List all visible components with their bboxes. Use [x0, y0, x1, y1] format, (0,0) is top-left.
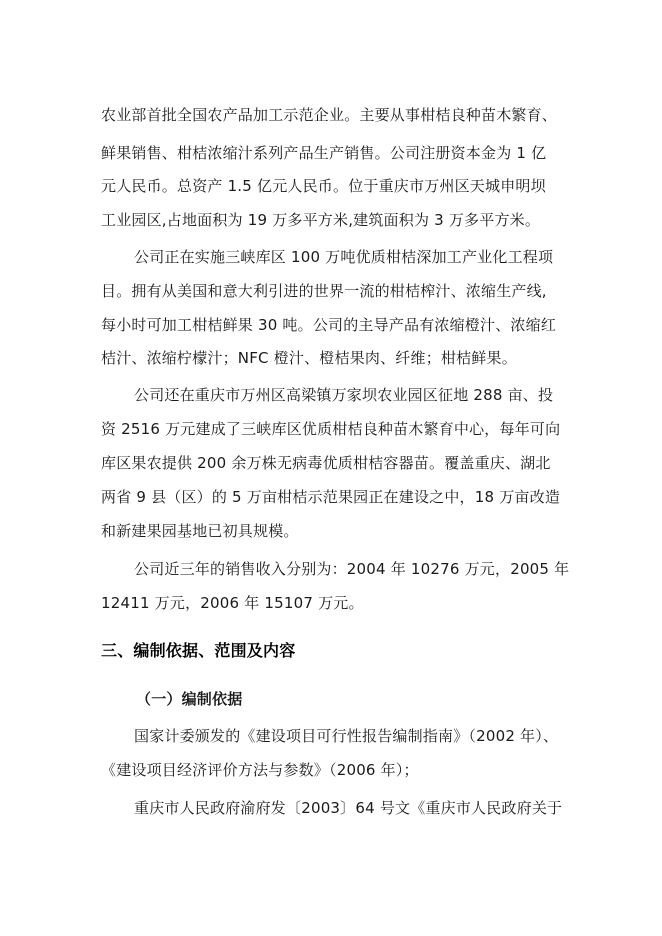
body-text-line: 资 2516 万元建成了三峡库区优质柑桔良种苗木繁育中心，每年可向: [101, 420, 561, 438]
body-text-line: 元人民币。总资产 1.5 亿元人民币。位于重庆市万州区天城申明坝: [101, 177, 546, 195]
body-text-line: 两省 9 县（区）的 5 万亩柑桔示范果园正在建设之中，18 万亩改造: [101, 488, 561, 506]
body-text-line: 目。拥有从美国和意大利引进的世界一流的柑桔榨汁、浓缩生产线,: [101, 282, 547, 300]
body-text-line: 公司近三年的销售收入分别为：2004 年 10276 万元，2005 年: [134, 560, 570, 578]
body-text-line: 农业部首批全国农产品加工示范企业。主要从事柑桔良种苗木繁育、: [101, 106, 558, 124]
body-text-line: 公司正在实施三峡库区 100 万吨优质柑桔深加工产业化工程项: [134, 248, 554, 266]
body-text-line: 公司还在重庆市万州区高梁镇万家坝农业园区征地 288 亩、投: [134, 386, 554, 404]
body-text-line: 和新建果园基地已初具规模。: [101, 522, 299, 540]
body-text-line: 国家计委颁发的《建设项目可行性报告编制指南》（2002 年）、: [134, 727, 559, 745]
body-text-line: 12411 万元，2006 年 15107 万元。: [101, 594, 364, 612]
body-text-line: 工业园区,占地面积为 19 万多平方米,建筑面积为 3 万多平方米。: [101, 211, 541, 229]
body-text-line: 鲜果销售、柑桔浓缩汁系列产品生产销售。公司注册资本金为 1 亿: [101, 144, 547, 162]
body-text-line: 重庆市人民政府渝府发〔2003〕64 号文《重庆市人民政府关于: [134, 799, 563, 817]
section-heading: 三、编制依据、范围及内容: [101, 641, 296, 660]
body-text-line: 每小时可加工柑桔鲜果 30 吨。公司的主导产品有浓缩橙汁、浓缩红: [101, 316, 557, 334]
body-text-line: 桔汁、浓缩柠檬汁；NFC 橙汁、橙桔果肉、纤维；柑桔鲜果。: [101, 349, 517, 367]
body-text-line: 《建设项目经济评价方法与参数》（2006 年）；: [101, 761, 419, 779]
subsection-heading: （一）编制依据: [136, 690, 243, 708]
body-text-line: 库区果农提供 200 余万株无病毒优质柑桔容器苗。覆盖重庆、湖北: [101, 454, 551, 472]
